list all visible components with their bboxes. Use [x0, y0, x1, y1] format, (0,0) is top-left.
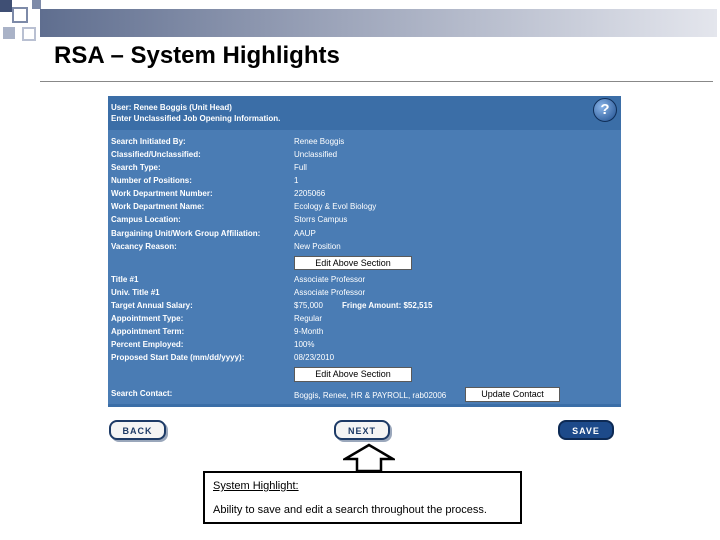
edit-above-section-button[interactable]: Edit Above Section: [294, 367, 412, 382]
field-value: Regular: [294, 314, 323, 323]
field-label: Proposed Start Date (mm/dd/yyyy):: [111, 353, 245, 362]
field-label: Univ. Title #1: [111, 288, 160, 297]
callout-text: Ability to save and edit a search throughout the process.: [213, 504, 487, 516]
corner-square: [12, 7, 28, 23]
field-label: Vacancy Reason:: [111, 242, 177, 251]
field-value: 1: [294, 176, 299, 185]
field-label: Classified/Unclassified:: [111, 150, 201, 159]
field-label: Search Type:: [111, 163, 161, 172]
top-bar: [40, 9, 717, 37]
field-label: Campus Location:: [111, 215, 181, 224]
field-label: Search Initiated By:: [111, 137, 186, 146]
field-value: New Position: [294, 242, 341, 251]
user-line: User: Renee Boggis (Unit Head): [111, 103, 232, 112]
save-button[interactable]: SAVE: [558, 420, 614, 440]
field-label: Number of Positions:: [111, 176, 192, 185]
field-label: Bargaining Unit/Work Group Affiliation:: [111, 229, 261, 238]
instruction-text: Enter Unclassified Job Opening Information.: [111, 114, 281, 123]
field-value: 08/23/2010: [294, 353, 335, 362]
field-value: $75,000: [294, 301, 323, 310]
help-icon[interactable]: ?: [593, 98, 617, 122]
slide-title: RSA – System Highlights: [54, 42, 340, 69]
title-divider: [40, 81, 713, 82]
corner-square: [22, 27, 36, 41]
field-value: Associate Professor: [294, 288, 366, 297]
field-value: AAUP: [294, 229, 316, 238]
fringe-amount: Fringe Amount: $52,515: [342, 301, 433, 310]
field-label: Work Department Number:: [111, 189, 213, 198]
field-label: Appointment Term:: [111, 327, 185, 336]
field-value: Full: [294, 163, 307, 172]
field-value: Associate Professor: [294, 275, 366, 284]
field-value: Unclassified: [294, 150, 338, 159]
corner-square: [3, 27, 15, 39]
edit-above-section-button[interactable]: Edit Above Section: [294, 256, 412, 270]
field-value: Storrs Campus: [294, 215, 348, 224]
next-button[interactable]: NEXT: [334, 420, 390, 440]
field-value: 9-Month: [294, 327, 324, 336]
update-contact-button[interactable]: Update Contact: [465, 387, 560, 402]
search-contact-label: Search Contact:: [111, 389, 173, 398]
field-value: Renee Boggis: [294, 137, 345, 146]
field-label: Title #1: [111, 275, 139, 284]
search-contact-value: Boggis, Renee, HR & PAYROLL, rab02006: [294, 391, 447, 400]
field-value: 2205066: [294, 189, 326, 198]
back-button[interactable]: BACK: [109, 420, 166, 440]
field-value: 100%: [294, 340, 315, 349]
field-label: Target Annual Salary:: [111, 301, 193, 310]
field-label: Work Department Name:: [111, 202, 205, 211]
field-value: Ecology & Evol Biology: [294, 202, 377, 211]
callout-title: System Highlight:: [213, 480, 299, 492]
corner-square: [0, 0, 12, 12]
corner-square: [32, 0, 41, 9]
highlight-callout: [203, 471, 522, 524]
field-label: Appointment Type:: [111, 314, 184, 323]
field-label: Percent Employed:: [111, 340, 184, 349]
callout-arrow-icon: [343, 443, 395, 473]
